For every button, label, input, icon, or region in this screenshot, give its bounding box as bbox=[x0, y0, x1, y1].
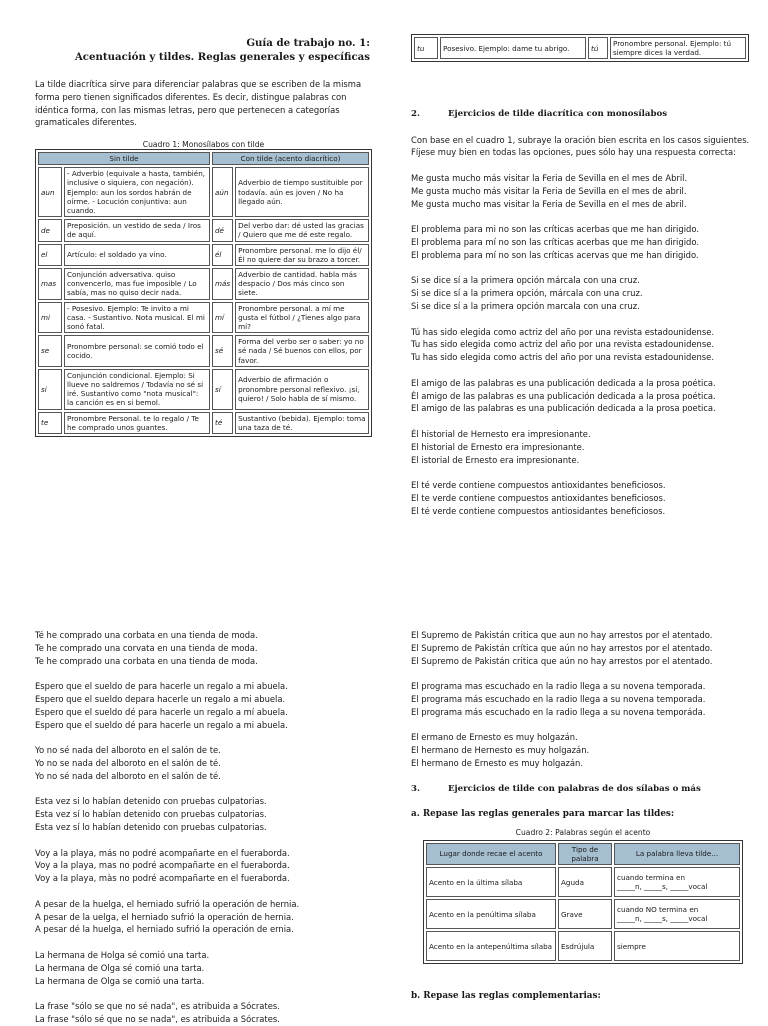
definition-cell: Pronombre personal: se comió todo el cocido. bbox=[64, 335, 210, 367]
exercise-option: Tú has sido elegida como actriz del año por una revista estadounidense. bbox=[411, 326, 715, 337]
exercise-option: El té verde contiene compuestos antiosidantes beneficiosos. bbox=[411, 505, 666, 516]
page2-left-exercises bbox=[35, 629, 375, 1026]
exercise-option: Voy a la playa, mas no podré acompañarte en el fueraborda. bbox=[35, 860, 290, 871]
word-cell: te bbox=[38, 412, 62, 434]
exercise-group bbox=[35, 1000, 375, 1026]
definition-cell: - Adverbio (equivale a hasta, también, inclusive o siquiera, con negación). Ejemplo: aun los sordos habrán de oírme. - Locución conjuntiva: aun cuando. bbox=[64, 167, 210, 217]
exercise-option: Voy a la playa, más no podré acompañarte en el fueraborda. bbox=[35, 847, 290, 858]
exercise-option: El Supremo de Pakistán critica que aun no hay arrestos por el atentado. bbox=[411, 630, 713, 640]
word-cell: dé bbox=[212, 219, 233, 241]
table1-cont-table bbox=[411, 34, 749, 62]
word-cell: aun bbox=[38, 167, 62, 217]
word-cell: si bbox=[38, 369, 62, 410]
accent-position-cell: Acento en la última sílaba bbox=[426, 867, 556, 897]
table-row bbox=[38, 369, 369, 410]
table-row bbox=[426, 899, 740, 929]
exercise-option: Yo no sé nada del alboroto en el salón de te. bbox=[35, 745, 221, 756]
table-row bbox=[38, 302, 369, 334]
exercise-option: Te he comprado una corvata en una tienda de moda. bbox=[35, 642, 258, 653]
exercise-option: Espero que el sueldo depara hacerle un regalo a mi abuela. bbox=[35, 693, 286, 704]
exercise-group bbox=[411, 274, 756, 312]
table-row bbox=[426, 931, 740, 961]
word-type-cell: Aguda bbox=[558, 867, 612, 897]
exercise-option: El problema para mí no son las críticas acerbas que me han dirigido. bbox=[411, 236, 699, 247]
table1-header-right: Con tilde (acento diacrítico) bbox=[212, 152, 369, 165]
exercise-option: El hermano de Ernesto es muy holgazán. bbox=[411, 757, 584, 768]
definition-cell: Adverbio de afirmación o pronombre personal reflexivo. ¡sí, quiero! / Solo habla de sí mismo. bbox=[235, 369, 369, 410]
definition-cell: Pronombre personal. a mí me gusta el fútbol / ¿Tienes algo para mí? bbox=[235, 302, 369, 334]
exercise-group bbox=[411, 479, 756, 517]
exercise-option: La hermana de Holga sé comió una tarta. bbox=[35, 949, 210, 960]
section3-number: 3. bbox=[411, 783, 420, 794]
section2-title: Ejercicios de tilde diacrítica con monosílabos bbox=[447, 109, 668, 119]
section2-number: 2. bbox=[411, 109, 420, 119]
table2-header-1: Lugar donde recae el acento bbox=[426, 843, 556, 865]
document-title bbox=[75, 36, 370, 64]
section3-heading bbox=[411, 783, 756, 796]
exercise-option: Me gusta mucho más visitar la Feria de Sevilla en el mes de abril. bbox=[411, 185, 687, 196]
tilde-rule-cell bbox=[614, 867, 740, 897]
accent-rules-table bbox=[423, 840, 743, 964]
word-cell: se bbox=[38, 335, 62, 367]
table2-header-2: Tipo de palabra bbox=[558, 843, 612, 865]
exercise-option: Te he comprado una corbata en una tienda de moda. bbox=[35, 655, 258, 666]
exercise-group bbox=[35, 898, 375, 936]
title-line-1: Guía de trabajo no. 1: bbox=[246, 37, 370, 49]
table1-caption: Cuadro 1: Monosílabos con tilde bbox=[142, 140, 265, 149]
definition-cell: Conjunción condicional. Ejemplo: Si llueve no saldremos / Todavía no sé si iré. Sustantivo como "nota musical": la canción es en si bemol. bbox=[64, 369, 210, 410]
exercise-option: Té he comprado una corbata en una tienda de moda. bbox=[35, 630, 258, 640]
table-row bbox=[414, 37, 746, 59]
exercise-group bbox=[35, 847, 375, 885]
definition-cell: Forma del verbo ser o saber: yo no sé nada / Sé buenos con ellos, por favor. bbox=[235, 335, 369, 367]
exercise-group bbox=[35, 629, 375, 667]
definition-cell: Posesivo. Ejemplo: dame tu abrigo. bbox=[440, 37, 586, 59]
exercise-option: El problema para mi no son las críticas acerbas que me han dirigido. bbox=[411, 224, 699, 235]
word-cell: más bbox=[212, 268, 233, 300]
word-cell: mi bbox=[38, 302, 62, 334]
table1-block bbox=[35, 140, 372, 437]
exercise-group bbox=[411, 377, 756, 415]
exercise-option: Me gusta mucho mas visitar la Feria de Sevilla en el mes de abril. bbox=[411, 198, 687, 209]
exercise-option: Me gusta mucho más visitar la Feria de Sevilla en el mes de Abril. bbox=[411, 172, 688, 183]
exercise-group bbox=[411, 629, 756, 667]
table-row bbox=[38, 268, 369, 300]
monosyllable-table bbox=[35, 149, 372, 437]
exercise-group bbox=[411, 223, 756, 261]
exercise-option: El ermano de Ernesto es muy holgazán. bbox=[411, 732, 578, 743]
table-row bbox=[426, 867, 740, 897]
exercise-option: La frase "sólo sé que no se nada", es atribuida a Sócrates. bbox=[35, 1013, 280, 1024]
definition-cell: Sustantivo (bebida). Ejemplo: toma una taza de té. bbox=[235, 412, 369, 434]
definition-cell: Pronombre personal. Ejemplo: tú siempre dices la verdad. bbox=[610, 37, 746, 59]
subsection-a-heading: a. Repase las reglas generales para marcar las tildes: bbox=[411, 809, 675, 820]
accent-position-cell: Acento en la antepenúltima sílaba bbox=[426, 931, 556, 961]
intro-paragraph: La tilde diacrítica sirve para diferenciar palabras que se escriben de la misma forma pero tienen significados diferentes. Es decir, distingue palabras con idéntica forma, con las mismas letras, pero que pertenecen a categorías gramaticales diferentes. bbox=[35, 79, 362, 128]
exercise-option: El programa mas escuchado en la radio llega a su novena temporada. bbox=[411, 681, 706, 692]
definition-cell: Del verbo dar: dé usted las gracias / Quiero que me dé este regalo. bbox=[235, 219, 369, 241]
table1-header-left: Sin tilde bbox=[38, 152, 210, 165]
definition-cell: Pronombre personal. me lo dijo él/ Él no quiere dar su brazo a torcer. bbox=[235, 244, 369, 266]
word-cell: té bbox=[212, 412, 233, 434]
exercise-option: El te verde contiene compuestos antioxidantes beneficiosos. bbox=[411, 492, 666, 503]
exercise-group bbox=[411, 731, 756, 769]
intro-block bbox=[35, 78, 370, 129]
tilde-rule-cell bbox=[614, 899, 740, 929]
exercise-option: Voy a la playa, màs no podré acompañarte en el fueraborda. bbox=[35, 873, 290, 884]
exercise-option: El programa más escuchado en la radio llega a su novena temporáda. bbox=[411, 706, 706, 717]
table2-block bbox=[423, 827, 743, 964]
exercise-group bbox=[35, 680, 375, 731]
word-cell: mas bbox=[38, 268, 62, 300]
tilde-rule-text: cuando NO termina en bbox=[617, 904, 699, 914]
exercise-option: Él historial de Hernesto era impresionante. bbox=[411, 428, 591, 439]
exercise-option: A pesar de la uelga, el herniado sufrió la operación de hernia. bbox=[35, 911, 294, 922]
tilde-rule-text: cuando termina en bbox=[617, 872, 686, 882]
exercise-option: El Supremo de Pakistán crítica que aún no hay arrestos por el atentado. bbox=[411, 642, 713, 653]
word-cell: sé bbox=[212, 335, 233, 367]
table-row bbox=[38, 167, 369, 217]
exercise-option: Espero que el sueldo dé para hacerle un regalo a mi abuela. bbox=[35, 719, 288, 730]
word-type-cell: Esdrújula bbox=[558, 931, 612, 961]
exercise-group bbox=[411, 680, 756, 718]
tilde-rule-text: siempre bbox=[617, 941, 646, 951]
exercise-option: A pesar de la huelga, el herniado sufrió la operación de hernia. bbox=[35, 898, 300, 909]
exercise-option: La hermana de Olga sé comió una tarta. bbox=[35, 962, 205, 973]
exercise-option: Si se dice sí a la primera opción márcala con una cruz. bbox=[411, 275, 640, 286]
page2-right-block bbox=[411, 629, 756, 1003]
exercise-option: Yo no sé nada del alboroto en el salón de té. bbox=[35, 770, 221, 781]
exercise-option: El problema para mí no son las críticas acervas que me han dirigido. bbox=[411, 249, 699, 260]
definition-cell: Adverbio de tiempo sustituible por todavía. aún es joven / No ha llegado aún. bbox=[235, 167, 369, 217]
exercise-group bbox=[35, 744, 375, 782]
exercise-option: El amigo de las palabras es una publicación dedicada a la prosa poetica. bbox=[411, 403, 716, 414]
exercise-group bbox=[411, 172, 756, 210]
exercise-option: A pesar dé la huelga, el herniado sufrió la operación de ernia. bbox=[35, 924, 294, 935]
exercise-option: El té verde contiene compuestos antioxidantes beneficiosos. bbox=[411, 480, 666, 491]
exercise-option: Tu has sido elegida como actriz del año por una revista estadounidense. bbox=[411, 339, 715, 350]
word-cell: él bbox=[212, 244, 233, 266]
exercise-option: Esta vez sí lo habían detenido con pruebas culpatorias. bbox=[35, 809, 267, 820]
definition-cell: - Posesivo. Ejemplo: Te invito a mi casa. - Sustantivo. Nota musical. El mi sonó fatal. bbox=[64, 302, 210, 334]
subsection-b-heading: b. Repase las reglas complementarias: bbox=[411, 991, 601, 1002]
exercise-option: El amigo de las palabras es una publicación dedicada a la prosa poética. bbox=[411, 377, 716, 388]
title-line-2: Acentuación y tildes. Reglas generales y específicas bbox=[74, 51, 370, 63]
exercise-group bbox=[411, 326, 756, 364]
table2-header-3: La palabra lleva tilde... bbox=[614, 843, 740, 865]
exercise-option: Esta vez si lo habían detenido con pruebas culpatorias. bbox=[35, 796, 267, 807]
definition-cell: Artículo: el soldado ya vino. bbox=[64, 244, 210, 266]
table-row bbox=[38, 335, 369, 367]
exercise-group bbox=[35, 795, 375, 833]
exercise-option: El hermano de Hernesto es muy holgazán. bbox=[411, 745, 590, 756]
word-cell: sí bbox=[212, 369, 233, 410]
tilde-rule-blanks: _____n, _____s, _____vocal bbox=[617, 882, 708, 892]
section2-instruction-2: Fíjese muy bien en todas las opciones, pues sólo hay una respuesta correcta: bbox=[411, 147, 736, 158]
section2-heading bbox=[411, 108, 756, 121]
word-cell: el bbox=[38, 244, 62, 266]
accent-position-cell: Acento en la penúltima sílaba bbox=[426, 899, 556, 929]
word-cell: de bbox=[38, 219, 62, 241]
section2-instruction-1: Con base en el cuadro 1, subraye la oración bien escrita en los casos siguientes. bbox=[411, 134, 750, 145]
exercise-option: Yo no se nada del alboroto en el salón de té. bbox=[35, 757, 221, 768]
word-cell: aún bbox=[212, 167, 233, 217]
table-row bbox=[38, 219, 369, 241]
definition-cell: Conjunción adversativa. quiso convencerlo, mas fue imposible / Lo sabía, mas no quiso decir nada. bbox=[64, 268, 210, 300]
definition-cell: Preposición. un vestido de seda / Iros de aquí. bbox=[64, 219, 210, 241]
definition-cell: Pronombre Personal. te lo regalo / Te he comprado unos guantes. bbox=[64, 412, 210, 434]
table-row bbox=[38, 412, 369, 434]
exercise-option: Tu has sido elegida como actris del año por una revista estadounidense. bbox=[411, 352, 714, 363]
exercise-group bbox=[411, 428, 756, 466]
word-type-cell: Grave bbox=[558, 899, 612, 929]
table-row bbox=[38, 244, 369, 266]
exercise-option: El historial de Ernesto era impresionante. bbox=[411, 441, 585, 452]
section2-block bbox=[411, 108, 756, 518]
exercise-option: El Supremo de Pakistán critica que aún no hay arrestos por el atentado. bbox=[411, 655, 713, 666]
exercise-option: Si se dice sí a la primera opción marcala con una cruz. bbox=[411, 300, 640, 311]
exercise-group bbox=[35, 949, 375, 987]
section3-title: Ejercicios de tilde con palabras de dos sílabas o más bbox=[447, 783, 701, 794]
exercise-option: Esta vez sí lo habían detenido con pruebas culpatorias. bbox=[35, 821, 267, 832]
exercise-option: La frase "sólo se que no sé nada", es atribuida a Sócrates. bbox=[35, 1001, 280, 1012]
table1-continuation bbox=[411, 34, 751, 62]
word-cell: tu bbox=[414, 37, 438, 59]
definition-cell: Adverbio de cantidad. habla más despacio / Dos más cinco son siete. bbox=[235, 268, 369, 300]
exercise-option: Él amigo de las palabras es una publicación dedicada a la prosa poética. bbox=[411, 390, 716, 401]
exercise-option: La hermana de Olga se comió una tarta. bbox=[35, 975, 205, 986]
table2-caption: Cuadro 2: Palabras según el acento bbox=[515, 827, 651, 837]
exercise-option: El programa más escuchado en la radio llega a su novena temporada. bbox=[411, 693, 706, 704]
exercise-option: Espero que el sueldo de para hacerle un regalo a mi abuela. bbox=[35, 681, 288, 692]
tilde-rule-blanks: _____n, _____s, _____vocal bbox=[617, 914, 708, 924]
exercise-option: El istorial de Ernesto era impresionante. bbox=[411, 454, 580, 465]
exercise-option: Espero que el sueldo dé para hacerle un regalo a mí abuela. bbox=[35, 706, 288, 717]
section2-exercises bbox=[411, 172, 756, 518]
tilde-rule-cell bbox=[614, 931, 740, 961]
word-cell: tú bbox=[588, 37, 608, 59]
exercise-option: Si se dice sí a la primera opción, márcala con una cruz. bbox=[411, 288, 643, 299]
word-cell: mí bbox=[212, 302, 233, 334]
